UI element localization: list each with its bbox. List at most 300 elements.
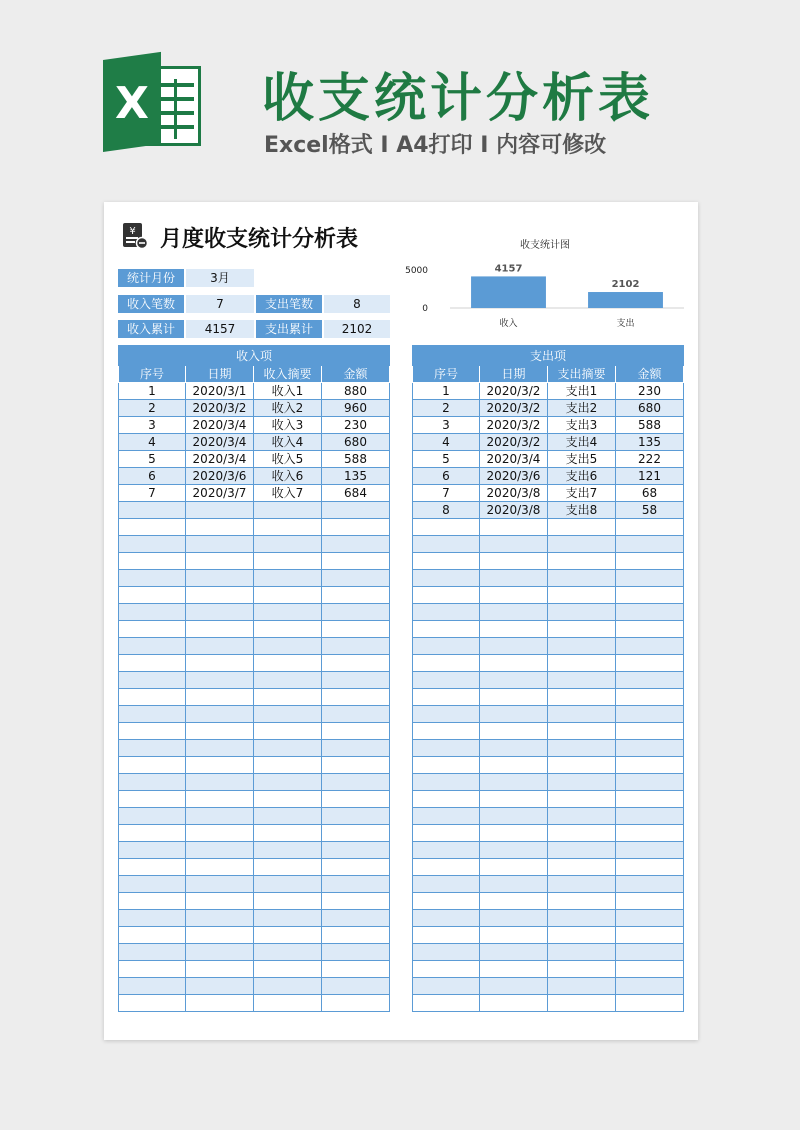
expense-cell-index[interactable]: [413, 774, 480, 791]
expense-cell-date[interactable]: 2020/3/4: [480, 451, 548, 468]
expense-cell-index[interactable]: [413, 995, 480, 1012]
expense-cell-summary[interactable]: [548, 604, 616, 621]
expense-cell-date[interactable]: [480, 876, 548, 893]
expense-cell-amount[interactable]: 121: [616, 468, 684, 485]
expense-cell-summary[interactable]: [548, 689, 616, 706]
expense-cell-summary[interactable]: [548, 774, 616, 791]
income-cell-summary[interactable]: [254, 604, 322, 621]
expense-cell-index[interactable]: [413, 638, 480, 655]
income-cell-amount[interactable]: [322, 927, 390, 944]
expense-cell-date[interactable]: [480, 995, 548, 1012]
expense-cell-amount[interactable]: [616, 587, 684, 604]
expense-cell-date[interactable]: [480, 910, 548, 927]
income-cell-summary[interactable]: 收入1: [254, 383, 322, 400]
expense-cell-amount[interactable]: 135: [616, 434, 684, 451]
income-cell-summary[interactable]: [254, 757, 322, 774]
income-cell-amount[interactable]: [322, 995, 390, 1012]
income-cell-index[interactable]: [119, 621, 186, 638]
income-cell-date[interactable]: [186, 825, 254, 842]
income-cell-amount[interactable]: [322, 825, 390, 842]
income-cell-summary[interactable]: [254, 553, 322, 570]
income-cell-summary[interactable]: [254, 808, 322, 825]
income-cell-amount[interactable]: [322, 621, 390, 638]
income-cell-index[interactable]: [119, 876, 186, 893]
income-cell-date[interactable]: [186, 672, 254, 689]
income-cell-index[interactable]: [119, 502, 186, 519]
income-cell-date[interactable]: 2020/3/4: [186, 434, 254, 451]
income-cell-date[interactable]: [186, 502, 254, 519]
income-cell-summary[interactable]: [254, 859, 322, 876]
expense-cell-summary[interactable]: 支出3: [548, 417, 616, 434]
expense-cell-index[interactable]: 8: [413, 502, 480, 519]
expense-cell-index[interactable]: 3: [413, 417, 480, 434]
expense-cell-date[interactable]: 2020/3/2: [480, 417, 548, 434]
income-cell-index[interactable]: [119, 791, 186, 808]
expense-cell-amount[interactable]: [616, 893, 684, 910]
income-cell-amount[interactable]: [322, 859, 390, 876]
income-cell-amount[interactable]: [322, 978, 390, 995]
expense-cell-date[interactable]: [480, 723, 548, 740]
expense-cell-index[interactable]: [413, 570, 480, 587]
income-cell-date[interactable]: [186, 638, 254, 655]
expense-total-value[interactable]: 2102: [324, 320, 390, 338]
expense-cell-summary[interactable]: 支出5: [548, 451, 616, 468]
income-cell-summary[interactable]: [254, 978, 322, 995]
expense-cell-summary[interactable]: 支出8: [548, 502, 616, 519]
income-cell-amount[interactable]: 230: [322, 417, 390, 434]
expense-cell-amount[interactable]: [616, 825, 684, 842]
income-cell-summary[interactable]: [254, 876, 322, 893]
expense-cell-date[interactable]: [480, 859, 548, 876]
expense-cell-date[interactable]: [480, 757, 548, 774]
expense-cell-date[interactable]: [480, 604, 548, 621]
expense-cell-date[interactable]: [480, 740, 548, 757]
income-cell-amount[interactable]: [322, 808, 390, 825]
income-cell-date[interactable]: [186, 655, 254, 672]
income-cell-date[interactable]: [186, 757, 254, 774]
income-cell-date[interactable]: [186, 587, 254, 604]
expense-cell-index[interactable]: [413, 621, 480, 638]
expense-cell-date[interactable]: [480, 587, 548, 604]
expense-cell-summary[interactable]: [548, 825, 616, 842]
expense-cell-amount[interactable]: [616, 927, 684, 944]
expense-cell-index[interactable]: [413, 927, 480, 944]
expense-cell-summary[interactable]: [548, 944, 616, 961]
income-cell-amount[interactable]: [322, 638, 390, 655]
expense-cell-date[interactable]: [480, 842, 548, 859]
income-cell-date[interactable]: [186, 910, 254, 927]
income-cell-amount[interactable]: [322, 502, 390, 519]
income-cell-summary[interactable]: [254, 587, 322, 604]
income-cell-index[interactable]: 7: [119, 485, 186, 502]
expense-cell-index[interactable]: [413, 536, 480, 553]
income-cell-index[interactable]: 4: [119, 434, 186, 451]
income-cell-date[interactable]: [186, 774, 254, 791]
expense-cell-date[interactable]: [480, 638, 548, 655]
expense-cell-index[interactable]: [413, 825, 480, 842]
income-cell-index[interactable]: [119, 740, 186, 757]
expense-cell-summary[interactable]: [548, 893, 616, 910]
income-cell-summary[interactable]: [254, 502, 322, 519]
expense-cell-index[interactable]: [413, 876, 480, 893]
expense-cell-amount[interactable]: [616, 842, 684, 859]
income-cell-date[interactable]: [186, 689, 254, 706]
income-cell-summary[interactable]: 收入3: [254, 417, 322, 434]
income-cell-index[interactable]: 3: [119, 417, 186, 434]
income-cell-summary[interactable]: [254, 672, 322, 689]
income-cell-index[interactable]: [119, 927, 186, 944]
expense-cell-index[interactable]: 7: [413, 485, 480, 502]
expense-cell-index[interactable]: [413, 706, 480, 723]
expense-cell-date[interactable]: [480, 655, 548, 672]
income-cell-summary[interactable]: [254, 570, 322, 587]
expense-cell-summary[interactable]: 支出4: [548, 434, 616, 451]
income-cell-summary[interactable]: [254, 927, 322, 944]
income-cell-date[interactable]: [186, 978, 254, 995]
income-cell-date[interactable]: [186, 570, 254, 587]
expense-cell-summary[interactable]: [548, 672, 616, 689]
income-cell-summary[interactable]: [254, 740, 322, 757]
income-cell-summary[interactable]: [254, 995, 322, 1012]
income-cell-summary[interactable]: [254, 910, 322, 927]
expense-cell-index[interactable]: [413, 978, 480, 995]
income-cell-index[interactable]: [119, 825, 186, 842]
expense-cell-summary[interactable]: [548, 791, 616, 808]
income-cell-amount[interactable]: [322, 876, 390, 893]
income-cell-amount[interactable]: [322, 757, 390, 774]
income-cell-index[interactable]: [119, 655, 186, 672]
income-cell-summary[interactable]: [254, 893, 322, 910]
income-cell-summary[interactable]: 收入2: [254, 400, 322, 417]
expense-cell-amount[interactable]: [616, 757, 684, 774]
income-cell-index[interactable]: [119, 570, 186, 587]
expense-cell-amount[interactable]: [616, 723, 684, 740]
income-cell-amount[interactable]: [322, 570, 390, 587]
expense-cell-amount[interactable]: [616, 910, 684, 927]
expense-cell-summary[interactable]: [548, 859, 616, 876]
income-cell-date[interactable]: [186, 553, 254, 570]
income-cell-summary[interactable]: 收入6: [254, 468, 322, 485]
expense-cell-amount[interactable]: [616, 638, 684, 655]
expense-cell-summary[interactable]: [548, 978, 616, 995]
income-cell-index[interactable]: [119, 842, 186, 859]
income-cell-date[interactable]: 2020/3/7: [186, 485, 254, 502]
income-cell-index[interactable]: [119, 944, 186, 961]
expense-cell-index[interactable]: [413, 553, 480, 570]
income-cell-date[interactable]: [186, 927, 254, 944]
income-cell-summary[interactable]: 收入4: [254, 434, 322, 451]
income-cell-date[interactable]: [186, 842, 254, 859]
expense-cell-summary[interactable]: [548, 587, 616, 604]
expense-cell-amount[interactable]: [616, 740, 684, 757]
expense-cell-index[interactable]: [413, 944, 480, 961]
expense-cell-amount[interactable]: [616, 536, 684, 553]
expense-cell-date[interactable]: 2020/3/8: [480, 485, 548, 502]
expense-cell-date[interactable]: [480, 706, 548, 723]
income-cell-amount[interactable]: [322, 791, 390, 808]
expense-cell-summary[interactable]: [548, 961, 616, 978]
expense-cell-amount[interactable]: [616, 978, 684, 995]
expense-cell-date[interactable]: 2020/3/2: [480, 434, 548, 451]
expense-cell-date[interactable]: 2020/3/2: [480, 400, 548, 417]
income-cell-summary[interactable]: [254, 961, 322, 978]
income-cell-amount[interactable]: [322, 723, 390, 740]
income-cell-index[interactable]: [119, 706, 186, 723]
income-cell-date[interactable]: [186, 808, 254, 825]
income-cell-summary[interactable]: [254, 825, 322, 842]
income-cell-date[interactable]: [186, 706, 254, 723]
expense-cell-index[interactable]: 5: [413, 451, 480, 468]
expense-cell-index[interactable]: [413, 757, 480, 774]
expense-cell-summary[interactable]: [548, 808, 616, 825]
income-cell-index[interactable]: 2: [119, 400, 186, 417]
expense-cell-index[interactable]: [413, 910, 480, 927]
income-cell-index[interactable]: [119, 774, 186, 791]
income-count-value[interactable]: 7: [186, 295, 254, 313]
expense-cell-date[interactable]: [480, 944, 548, 961]
income-cell-index[interactable]: [119, 978, 186, 995]
expense-cell-index[interactable]: [413, 604, 480, 621]
income-cell-index[interactable]: [119, 536, 186, 553]
expense-cell-summary[interactable]: [548, 876, 616, 893]
income-cell-index[interactable]: [119, 808, 186, 825]
expense-cell-date[interactable]: [480, 791, 548, 808]
income-cell-amount[interactable]: [322, 842, 390, 859]
income-cell-amount[interactable]: [322, 910, 390, 927]
expense-cell-summary[interactable]: [548, 553, 616, 570]
income-cell-summary[interactable]: 收入5: [254, 451, 322, 468]
expense-cell-index[interactable]: [413, 519, 480, 536]
expense-cell-index[interactable]: [413, 587, 480, 604]
income-cell-index[interactable]: [119, 553, 186, 570]
income-cell-amount[interactable]: [322, 536, 390, 553]
expense-cell-summary[interactable]: [548, 842, 616, 859]
expense-cell-summary[interactable]: 支出2: [548, 400, 616, 417]
income-cell-index[interactable]: 1: [119, 383, 186, 400]
expense-cell-index[interactable]: [413, 893, 480, 910]
expense-cell-index[interactable]: 4: [413, 434, 480, 451]
expense-cell-date[interactable]: 2020/3/2: [480, 383, 548, 400]
income-cell-date[interactable]: 2020/3/6: [186, 468, 254, 485]
expense-cell-summary[interactable]: [548, 757, 616, 774]
expense-cell-amount[interactable]: [616, 672, 684, 689]
income-cell-summary[interactable]: [254, 944, 322, 961]
expense-cell-amount[interactable]: [616, 859, 684, 876]
expense-cell-summary[interactable]: 支出7: [548, 485, 616, 502]
income-cell-date[interactable]: [186, 536, 254, 553]
expense-cell-amount[interactable]: 230: [616, 383, 684, 400]
expense-cell-index[interactable]: [413, 808, 480, 825]
expense-cell-amount[interactable]: [616, 553, 684, 570]
income-cell-amount[interactable]: [322, 519, 390, 536]
income-cell-index[interactable]: [119, 638, 186, 655]
expense-cell-summary[interactable]: [548, 655, 616, 672]
income-cell-summary[interactable]: [254, 519, 322, 536]
income-cell-amount[interactable]: 960: [322, 400, 390, 417]
income-cell-amount[interactable]: [322, 604, 390, 621]
expense-cell-date[interactable]: 2020/3/8: [480, 502, 548, 519]
income-cell-date[interactable]: [186, 621, 254, 638]
expense-cell-date[interactable]: [480, 961, 548, 978]
income-cell-summary[interactable]: 收入7: [254, 485, 322, 502]
expense-cell-index[interactable]: [413, 689, 480, 706]
expense-cell-date[interactable]: 2020/3/6: [480, 468, 548, 485]
expense-cell-summary[interactable]: [548, 570, 616, 587]
expense-cell-index[interactable]: [413, 672, 480, 689]
income-cell-summary[interactable]: [254, 689, 322, 706]
expense-cell-summary[interactable]: [548, 995, 616, 1012]
income-cell-date[interactable]: [186, 893, 254, 910]
income-cell-amount[interactable]: [322, 689, 390, 706]
expense-cell-index[interactable]: [413, 859, 480, 876]
expense-cell-summary[interactable]: 支出1: [548, 383, 616, 400]
expense-cell-amount[interactable]: [616, 791, 684, 808]
expense-cell-amount[interactable]: [616, 689, 684, 706]
income-cell-amount[interactable]: [322, 961, 390, 978]
income-cell-index[interactable]: [119, 893, 186, 910]
income-cell-date[interactable]: [186, 859, 254, 876]
income-cell-summary[interactable]: [254, 791, 322, 808]
expense-cell-amount[interactable]: 58: [616, 502, 684, 519]
expense-cell-amount[interactable]: [616, 961, 684, 978]
expense-cell-index[interactable]: [413, 740, 480, 757]
income-cell-date[interactable]: 2020/3/4: [186, 451, 254, 468]
expense-cell-summary[interactable]: [548, 536, 616, 553]
expense-cell-index[interactable]: 6: [413, 468, 480, 485]
income-cell-index[interactable]: [119, 995, 186, 1012]
expense-cell-date[interactable]: [480, 978, 548, 995]
income-cell-date[interactable]: [186, 519, 254, 536]
income-cell-date[interactable]: [186, 961, 254, 978]
income-cell-date[interactable]: 2020/3/4: [186, 417, 254, 434]
income-cell-summary[interactable]: [254, 638, 322, 655]
income-cell-amount[interactable]: 684: [322, 485, 390, 502]
expense-cell-index[interactable]: [413, 791, 480, 808]
income-cell-amount[interactable]: [322, 944, 390, 961]
income-cell-date[interactable]: [186, 723, 254, 740]
income-cell-amount[interactable]: [322, 774, 390, 791]
expense-cell-amount[interactable]: [616, 655, 684, 672]
expense-cell-date[interactable]: [480, 808, 548, 825]
expense-cell-date[interactable]: [480, 519, 548, 536]
expense-cell-summary[interactable]: 支出6: [548, 468, 616, 485]
expense-cell-summary[interactable]: [548, 621, 616, 638]
income-cell-summary[interactable]: [254, 621, 322, 638]
income-cell-summary[interactable]: [254, 842, 322, 859]
income-cell-index[interactable]: 5: [119, 451, 186, 468]
income-cell-amount[interactable]: [322, 672, 390, 689]
expense-cell-index[interactable]: [413, 961, 480, 978]
expense-cell-date[interactable]: [480, 672, 548, 689]
expense-cell-amount[interactable]: [616, 876, 684, 893]
income-cell-summary[interactable]: [254, 706, 322, 723]
expense-cell-amount[interactable]: [616, 621, 684, 638]
income-cell-date[interactable]: [186, 995, 254, 1012]
income-cell-amount[interactable]: 680: [322, 434, 390, 451]
expense-cell-amount[interactable]: 68: [616, 485, 684, 502]
income-cell-date[interactable]: [186, 876, 254, 893]
expense-cell-date[interactable]: [480, 689, 548, 706]
month-value[interactable]: 3月: [186, 269, 254, 287]
expense-cell-summary[interactable]: [548, 706, 616, 723]
income-cell-index[interactable]: [119, 519, 186, 536]
income-expense-chart[interactable]: [400, 236, 690, 336]
income-cell-index[interactable]: [119, 859, 186, 876]
expense-cell-amount[interactable]: [616, 706, 684, 723]
income-cell-index[interactable]: [119, 757, 186, 774]
expense-cell-amount[interactable]: [616, 774, 684, 791]
expense-cell-amount[interactable]: 222: [616, 451, 684, 468]
income-cell-index[interactable]: [119, 961, 186, 978]
income-cell-amount[interactable]: [322, 740, 390, 757]
expense-cell-amount[interactable]: 680: [616, 400, 684, 417]
income-cell-date[interactable]: [186, 604, 254, 621]
expense-cell-amount[interactable]: [616, 604, 684, 621]
expense-cell-date[interactable]: [480, 553, 548, 570]
expense-cell-index[interactable]: 2: [413, 400, 480, 417]
expense-cell-date[interactable]: [480, 825, 548, 842]
income-cell-amount[interactable]: 588: [322, 451, 390, 468]
income-cell-date[interactable]: [186, 740, 254, 757]
income-cell-summary[interactable]: [254, 536, 322, 553]
income-cell-amount[interactable]: [322, 587, 390, 604]
income-cell-summary[interactable]: [254, 723, 322, 740]
income-cell-date[interactable]: [186, 791, 254, 808]
income-cell-index[interactable]: [119, 604, 186, 621]
income-total-value[interactable]: 4157: [186, 320, 254, 338]
expense-count-value[interactable]: 8: [324, 295, 390, 313]
expense-cell-summary[interactable]: [548, 927, 616, 944]
expense-cell-index[interactable]: 1: [413, 383, 480, 400]
income-cell-amount[interactable]: 135: [322, 468, 390, 485]
expense-cell-summary[interactable]: [548, 910, 616, 927]
expense-cell-amount[interactable]: [616, 944, 684, 961]
income-cell-summary[interactable]: [254, 774, 322, 791]
expense-cell-amount[interactable]: [616, 995, 684, 1012]
expense-cell-summary[interactable]: [548, 638, 616, 655]
income-cell-amount[interactable]: [322, 893, 390, 910]
income-cell-index[interactable]: [119, 672, 186, 689]
expense-cell-date[interactable]: [480, 621, 548, 638]
income-cell-date[interactable]: [186, 944, 254, 961]
expense-cell-date[interactable]: [480, 927, 548, 944]
income-cell-index[interactable]: 6: [119, 468, 186, 485]
expense-cell-date[interactable]: [480, 774, 548, 791]
income-cell-amount[interactable]: [322, 706, 390, 723]
income-cell-amount[interactable]: [322, 655, 390, 672]
expense-cell-summary[interactable]: [548, 519, 616, 536]
income-cell-date[interactable]: 2020/3/1: [186, 383, 254, 400]
expense-cell-summary[interactable]: [548, 740, 616, 757]
income-cell-date[interactable]: 2020/3/2: [186, 400, 254, 417]
expense-cell-date[interactable]: [480, 893, 548, 910]
expense-cell-date[interactable]: [480, 536, 548, 553]
income-cell-index[interactable]: [119, 689, 186, 706]
income-cell-index[interactable]: [119, 587, 186, 604]
expense-cell-index[interactable]: [413, 723, 480, 740]
expense-cell-amount[interactable]: [616, 519, 684, 536]
expense-cell-amount[interactable]: 588: [616, 417, 684, 434]
expense-cell-index[interactable]: [413, 842, 480, 859]
income-cell-amount[interactable]: 880: [322, 383, 390, 400]
income-cell-index[interactable]: [119, 910, 186, 927]
income-cell-index[interactable]: [119, 723, 186, 740]
expense-cell-amount[interactable]: [616, 808, 684, 825]
income-cell-amount[interactable]: [322, 553, 390, 570]
income-cell-summary[interactable]: [254, 655, 322, 672]
expense-cell-index[interactable]: [413, 655, 480, 672]
expense-cell-summary[interactable]: [548, 723, 616, 740]
